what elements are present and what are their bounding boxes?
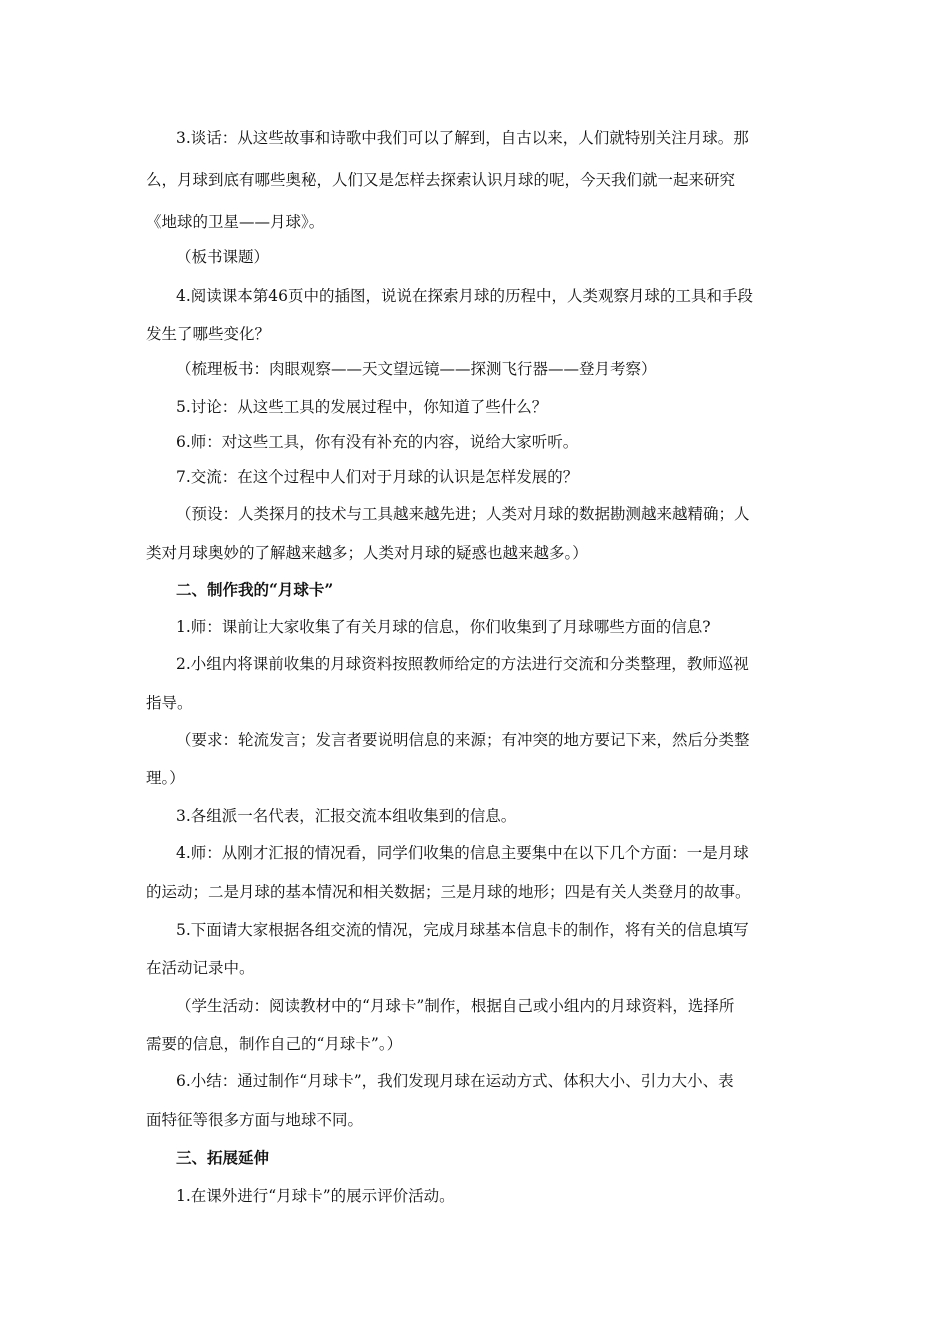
s2-para-4-line-2: 的运动；二是月球的基本情况和相关数据；三是月球的地形；四是有关人类登月的故事。 <box>146 883 751 901</box>
s2-para-5-line-1: 5.下面请大家根据各组交流的情况，完成月球基本信息卡的制作，将有关的信息填写 <box>176 921 749 939</box>
board-summary: （梳理板书：肉眼观察——天文望远镜——探测飞行器——登月考察） <box>176 360 657 378</box>
section-3-heading: 三、拓展延伸 <box>176 1148 270 1167</box>
para-4-line-1: 4.阅读课本第46页中的插图，说说在探索月球的历程中，人类观察月球的工具和手段 <box>176 287 754 305</box>
para-5: 5.讨论：从这些工具的发展过程中，你知道了些什么？ <box>176 398 548 416</box>
para-6: 6.师：对这些工具，你有没有补充的内容，说给大家听听。 <box>176 433 579 451</box>
s2-para-3: 3.各组派一名代表，汇报交流本组收集到的信息。 <box>176 807 517 825</box>
s2-para-4-line-1: 4.师：从刚才汇报的情况看，同学们收集的信息主要集中在以下几个方面：一是月球 <box>176 844 749 862</box>
board-note: （板书课题） <box>176 248 270 266</box>
para-3-line-2: 么，月球到底有哪些奥秘，人们又是怎样去探索认识月球的呢，今天我们就一起来研究 <box>146 171 736 189</box>
student-activity-line-2: 需要的信息，制作自己的“月球卡”。） <box>146 1035 403 1053</box>
para-7: 7.交流：在这个过程中人们对于月球的认识是怎样发展的？ <box>176 468 579 486</box>
s2-para-5-line-2: 在活动记录中。 <box>146 959 255 977</box>
s2-para-2-line-1: 2.小组内将课前收集的月球资料按照教师给定的方法进行交流和分类整理，教师巡视 <box>176 655 749 673</box>
para-3-line-1: 3.谈话：从这些故事和诗歌中我们可以了解到，自古以来，人们就特别关注月球。那 <box>176 129 749 147</box>
s2-para-1: 1.师：课前让大家收集了有关月球的信息，你们收集到了月球哪些方面的信息? <box>176 618 711 636</box>
s2-para-2-line-2: 指导。 <box>146 694 193 712</box>
s3-para-1: 1.在课外进行“月球卡”的展示评价活动。 <box>176 1187 455 1205</box>
section-2-heading: 二、制作我的“月球卡” <box>176 580 334 599</box>
para-3-line-3: 《地球的卫星——月球》。 <box>146 213 325 231</box>
para-4-line-2: 发生了哪些变化？ <box>146 325 271 343</box>
student-activity-line-1: （学生活动：阅读教材中的“月球卡”制作，根据自己或小组内的月球资料，选择所 <box>176 997 735 1015</box>
preset-line-2: 类对月球奥妙的了解越来越多；人类对月球的疑惑也越来越多。） <box>146 544 588 562</box>
s2-para-6-line-1: 6.小结：通过制作“月球卡”，我们发现月球在运动方式、体积大小、引力大小、表 <box>176 1072 734 1090</box>
s2-para-6-line-2: 面特征等很多方面与地球不同。 <box>146 1111 364 1129</box>
requirement-line-1: （要求：轮流发言；发言者要说明信息的来源；有冲突的地方要记下来，然后分类整 <box>176 731 750 749</box>
requirement-line-2: 理。） <box>146 769 185 787</box>
preset-line-1: （预设：人类探月的技术与工具越来越先进；人类对月球的数据勘测越来越精确；人 <box>176 505 750 523</box>
